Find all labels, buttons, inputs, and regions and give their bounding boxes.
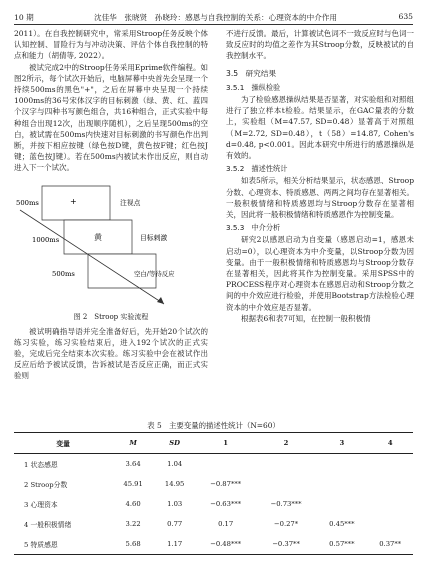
fixation-plus: + [70,196,77,206]
page-number: 635 [398,12,413,21]
paragraph: 被试明确指导语并完全准备好后，先开始20个试次的练习实验，练习实验结束后，进入192个试次的正式实验，完成后完全结束本次实验。练习实验中会在被试作出反应后给予被试反馈，告诉被试是否反应正确，而正式实验则 [14,326,208,381]
col-header: M [129,439,137,447]
cell: 0.77 [167,520,183,528]
col-header: 2 [283,439,289,447]
cell [316,474,367,494]
subsection-heading: 3.5.1 操纵检验 [226,82,281,92]
issue-number: 10 期 [14,13,34,22]
cell: 5 特质感恩 [24,541,58,549]
cell: 45.91 [123,480,143,488]
cell: 4 一般积极情绪 [24,521,72,529]
cell: 0.45*** [329,520,355,528]
cell: −0.48*** [210,540,242,548]
cell: −0.87*** [210,480,242,488]
cell: 3 心理资本 [24,501,58,509]
cell: 1.04 [167,460,183,468]
time-500ms: 500ms [16,198,39,207]
col-header: 4 [387,439,393,447]
cell: 4.60 [125,500,141,508]
paragraph: 根据表6和表7可知，在控制一般积极情 [241,313,371,323]
col-header: 1 [223,439,228,447]
running-title: 沈佳华 张晓贤 孙晓玲：感恩与自我控制的关系：心理资本的中介作用 [94,13,337,22]
section-heading: 3.5 研究结果 [226,68,277,78]
col-header: 3 [339,439,345,447]
cell: 3.64 [125,460,141,468]
table-title: 表 5 主要变量的描述性统计（N=60） [147,421,280,430]
paragraph: 被试完成2中的Stroop任务采用Eprime软件编程。如图2所示，每个试次开始后，电脑屏幕中央首先会呈现一个持续500ms的黑色"+"，之后在屏幕中央呈现一个持续1000ms的36号宋体汉字的目标刺激（绿、黄、红、蓝四个汉字与四种书写颜色组合，共16种组合，正式实验中每种组合出现12次，出现顺序随机），之后呈现500ms的空白，被试需在500ms内快速对目标刺激的书写颜色作出判断，并按下相应按键（绿色按D键，黄色按F键；红色按J键；蓝色按J键）。若在500ms内被试未作出反应，则自动进入下一个试次。 [14,62,208,173]
left-column [14,28,208,382]
cell: 0.57*** [329,540,355,548]
cell [256,454,316,475]
cell: −0.63*** [210,500,242,508]
cell: 0.17 [218,520,234,528]
stroop-flow-diagram [14,180,208,312]
subsection-heading: 3.5.2 描述性统计 [226,164,288,174]
figure-caption: 图 2 Stroop 实验流程 [73,313,149,322]
time-1000ms: 1000ms [32,235,60,244]
cell: 3.22 [125,520,141,528]
figure-stroop-procedure [14,180,208,324]
col-header: SD [169,439,181,447]
cell: 14.95 [164,480,185,488]
table-row [14,534,413,555]
cell [367,454,413,475]
paragraph: 如表5所示，相关分析结果显示，状态感恩、Stroop分数、心理资本、特质感恩、两两之间均存在显著相关。一般积极情绪和特质感恩均与Stroop分数存在显著相关，因此将一般积极情绪和特质感恩作为控制变量。 [226,176,414,220]
paragraph: 研究2以感恩启动为自变量（感恩启动=1，感恩未启动=0），以心理资本为中介变量，以Stroop分数为因变量。由于一般积极情绪和特质感恩均与Stroop分数存在显著相关，因此将其作为控制变量。采用SPSS中的PROCESS程序对心理资本在感恩启动和Stroop分数之间的中介效应进行检验，并使用Bootstrap方法检验心理资本的中介效应是否显著。 [226,235,414,312]
cell [367,494,413,514]
cell: 2 Stroop分数 [24,481,68,489]
descriptive-statistics-table [14,432,413,555]
cell [367,474,413,494]
table-row [14,474,413,494]
subsection-heading: 3.5.3 中介分析 [226,223,281,233]
table-row [14,454,413,475]
col-header: 变量 [56,440,70,448]
paragraph: 2011）。在自我控制研究中，常采用Stroop任务反映个体认知控制、冒险行为与冲动决策、评估个体自我控制的特点和能力（胡倩等, 2022）。 [14,29,208,61]
label-blank: 空白/等待反应 [134,269,175,278]
cell: −0.73*** [270,500,302,508]
header-rule [14,24,413,25]
cell [316,454,367,475]
cell: 1 状态感恩 [24,461,58,469]
target-word: 黄 [94,232,102,242]
cell [256,474,316,494]
cell: 5.68 [125,540,141,548]
cell [195,454,255,475]
cell: −0.27* [273,520,299,528]
cell: 1.17 [167,540,183,548]
label-target: 目标刺激 [140,233,168,242]
cell: 1.03 [167,500,183,508]
paragraph: 为了检验感恩操纵结果是否显著，对实验组和对照组进行了独立样本t检验。结果显示，在GAC量表的分数上，实验组（M=47.57, SD=0.48）显著高于对照组（M=2.72, SD=0.48），t（58）=14.87, Cohen's d=0.48, p<0.001。因此本研究中所进行的感恩操纵是有效的。 [226,95,414,161]
table-row [14,514,413,534]
cell [316,494,367,514]
cell: −0.37** [272,540,300,548]
cell [367,514,413,534]
right-column [226,28,414,324]
paragraph: 不进行反馈。最后，计算被试色词不一致反应时与色词一致反应时的均值之差作为其Stroop分数，反映被试的自我控制水平。 [226,29,414,61]
cell: 0.37** [379,540,402,548]
table-header-row [14,433,413,454]
table-row [14,494,413,514]
time-500ms-blank: 500ms [52,269,75,278]
label-fixation: 注视点 [120,198,141,207]
running-header [14,12,413,24]
